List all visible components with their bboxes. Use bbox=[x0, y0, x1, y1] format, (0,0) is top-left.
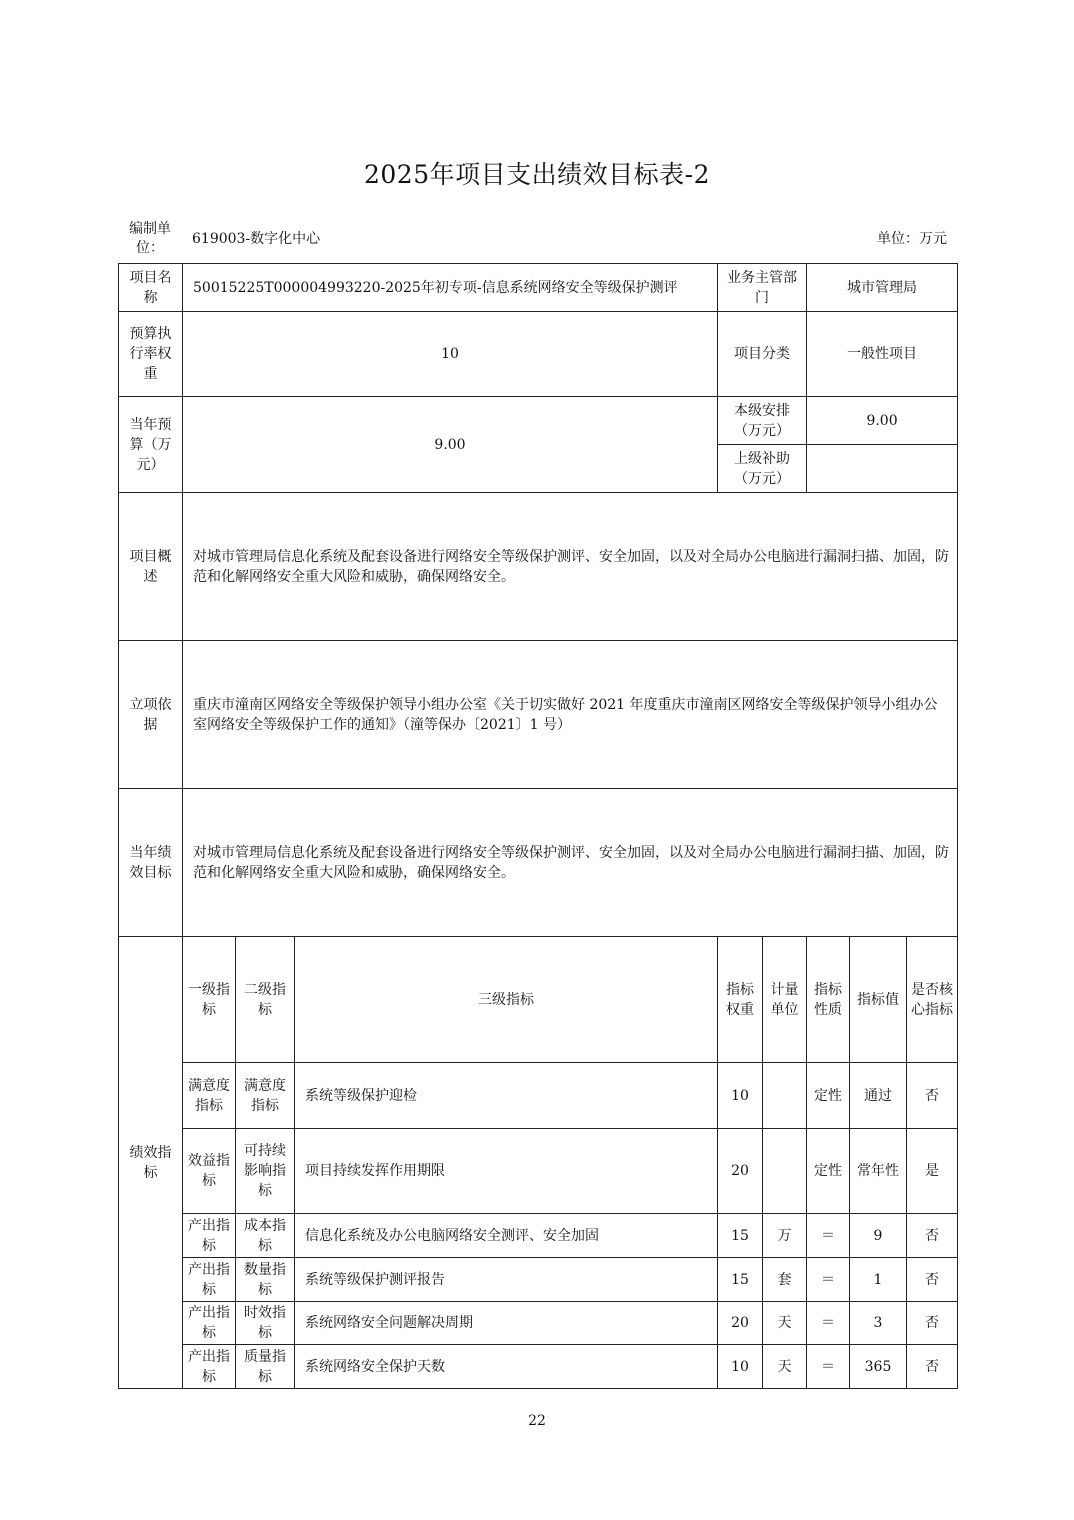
row-unit bbox=[763, 1129, 807, 1214]
header-nature: 指标性质 bbox=[807, 937, 850, 1063]
row-level1: 满意度指标 bbox=[183, 1063, 236, 1129]
dept-value: 城市管理局 bbox=[807, 264, 958, 312]
row-weight: 15 bbox=[718, 1214, 763, 1258]
row-nature: 定性 bbox=[807, 1063, 850, 1129]
row-weight: 10 bbox=[718, 1063, 763, 1129]
row-weight: 10 bbox=[718, 1345, 763, 1389]
row-core: 否 bbox=[907, 1063, 958, 1129]
row-level1: 产出指标 bbox=[183, 1345, 236, 1389]
weight-label: 预算执行率权重 bbox=[119, 312, 183, 397]
upper-value bbox=[807, 445, 958, 493]
row-core: 否 bbox=[907, 1302, 958, 1345]
upper-label: 上级补助（万元） bbox=[718, 445, 807, 493]
row-nature: ＝ bbox=[807, 1345, 850, 1389]
row-level3: 系统等级保护迎检 bbox=[295, 1063, 718, 1129]
level-value: 9.00 bbox=[807, 397, 958, 445]
basis-label: 立项依据 bbox=[119, 641, 183, 789]
table-row bbox=[119, 1345, 958, 1389]
row-level2: 成本指标 bbox=[236, 1214, 295, 1258]
row-level2: 质量指标 bbox=[236, 1345, 295, 1389]
row-core: 否 bbox=[907, 1258, 958, 1302]
row-level3: 系统网络安全问题解决周期 bbox=[295, 1302, 718, 1345]
row-level3: 系统网络安全保护天数 bbox=[295, 1345, 718, 1389]
category-label: 项目分类 bbox=[718, 312, 807, 397]
row-level1: 效益指标 bbox=[183, 1129, 236, 1214]
header-weight: 指标权重 bbox=[718, 937, 763, 1063]
row-value: 通过 bbox=[850, 1063, 907, 1129]
project-name-value: 50015225T000004993220-2025年初专项-信息系统网络安全等级保护测评 bbox=[183, 264, 718, 312]
row-core: 是 bbox=[907, 1129, 958, 1214]
basis-value: 重庆市潼南区网络安全等级保护领导小组办公室《关于切实做好 2021 年度重庆市潼南区网络安全等级保护领导小组办公室网络安全等级保护工作的通知》（潼等保办〔2021〕1 号） bbox=[183, 641, 958, 789]
row-weight bbox=[119, 312, 958, 397]
page-number: 22 bbox=[528, 1413, 546, 1429]
goal-label: 当年绩效目标 bbox=[119, 789, 183, 937]
row-unit: 天 bbox=[763, 1302, 807, 1345]
compile-unit-label: 编制单位： bbox=[129, 221, 171, 256]
row-unit bbox=[763, 1063, 807, 1129]
table-row bbox=[119, 1063, 958, 1129]
budget-value: 9.00 bbox=[183, 397, 718, 493]
row-unit: 万 bbox=[763, 1214, 807, 1258]
header-core: 是否核心指标 bbox=[907, 937, 958, 1063]
row-project-name bbox=[119, 264, 958, 312]
compile-unit-value: 619003-数字化中心 bbox=[192, 231, 321, 247]
dept-label: 业务主管部门 bbox=[718, 264, 807, 312]
row-level2: 数量指标 bbox=[236, 1258, 295, 1302]
row-weight: 15 bbox=[718, 1258, 763, 1302]
row-value: 9 bbox=[850, 1214, 907, 1258]
header-unit: 计量单位 bbox=[763, 937, 807, 1063]
overview-label: 项目概述 bbox=[119, 493, 183, 641]
row-level1: 产出指标 bbox=[183, 1214, 236, 1258]
header-value: 指标值 bbox=[850, 937, 907, 1063]
row-overview bbox=[119, 493, 958, 641]
row-value: 3 bbox=[850, 1302, 907, 1345]
category-value: 一般性项目 bbox=[807, 312, 958, 397]
table-row bbox=[119, 1258, 958, 1302]
row-level1: 产出指标 bbox=[183, 1258, 236, 1302]
indicators-section-label: 绩效指标 bbox=[119, 937, 183, 1389]
row-basis bbox=[119, 641, 958, 789]
row-level2: 可持续影响指标 bbox=[236, 1129, 295, 1214]
level-label: 本级安排（万元） bbox=[718, 397, 807, 445]
indicator-header-row bbox=[119, 937, 958, 1063]
row-nature: 定性 bbox=[807, 1129, 850, 1214]
row-value: 365 bbox=[850, 1345, 907, 1389]
row-core: 否 bbox=[907, 1214, 958, 1258]
header-level1: 一级指标 bbox=[183, 937, 236, 1063]
header-level3: 三级指标 bbox=[295, 937, 718, 1063]
row-level2: 时效指标 bbox=[236, 1302, 295, 1345]
currency-unit-label: 单位：万元 bbox=[877, 231, 947, 247]
row-goal bbox=[119, 789, 958, 937]
row-value: 常年性 bbox=[850, 1129, 907, 1214]
budget-label: 当年预算（万元） bbox=[119, 397, 183, 493]
row-value: 1 bbox=[850, 1258, 907, 1302]
row-weight: 20 bbox=[718, 1302, 763, 1345]
table-row bbox=[119, 1302, 958, 1345]
row-unit: 天 bbox=[763, 1345, 807, 1389]
table-row bbox=[119, 1129, 958, 1214]
performance-table bbox=[118, 263, 958, 1389]
header-level2: 二级指标 bbox=[236, 937, 295, 1063]
row-level1: 产出指标 bbox=[183, 1302, 236, 1345]
row-level2: 满意度指标 bbox=[236, 1063, 295, 1129]
row-weight: 20 bbox=[718, 1129, 763, 1214]
goal-value: 对城市管理局信息化系统及配套设备进行网络安全等级保护测评、安全加固，以及对全局办公电脑进行漏洞扫描、加固，防范和化解网络安全重大风险和威胁，确保网络安全。 bbox=[183, 789, 958, 937]
row-nature: ＝ bbox=[807, 1258, 850, 1302]
row-budget-level bbox=[119, 397, 958, 445]
project-name-label: 项目名称 bbox=[119, 264, 183, 312]
row-level3: 系统等级保护测评报告 bbox=[295, 1258, 718, 1302]
overview-value: 对城市管理局信息化系统及配套设备进行网络安全等级保护测评、安全加固，以及对全局办公电脑进行漏洞扫描、加固，防范和化解网络安全重大风险和威胁，确保网络安全。 bbox=[183, 493, 958, 641]
page-title: 2025年项目支出绩效目标表-2 bbox=[364, 160, 710, 189]
row-unit: 套 bbox=[763, 1258, 807, 1302]
row-level3: 信息化系统及办公电脑网络安全测评、安全加固 bbox=[295, 1214, 718, 1258]
row-nature: ＝ bbox=[807, 1214, 850, 1258]
row-nature: ＝ bbox=[807, 1302, 850, 1345]
weight-value: 10 bbox=[183, 312, 718, 397]
row-core: 否 bbox=[907, 1345, 958, 1389]
row-level3: 项目持续发挥作用期限 bbox=[295, 1129, 718, 1214]
table-row bbox=[119, 1214, 958, 1258]
